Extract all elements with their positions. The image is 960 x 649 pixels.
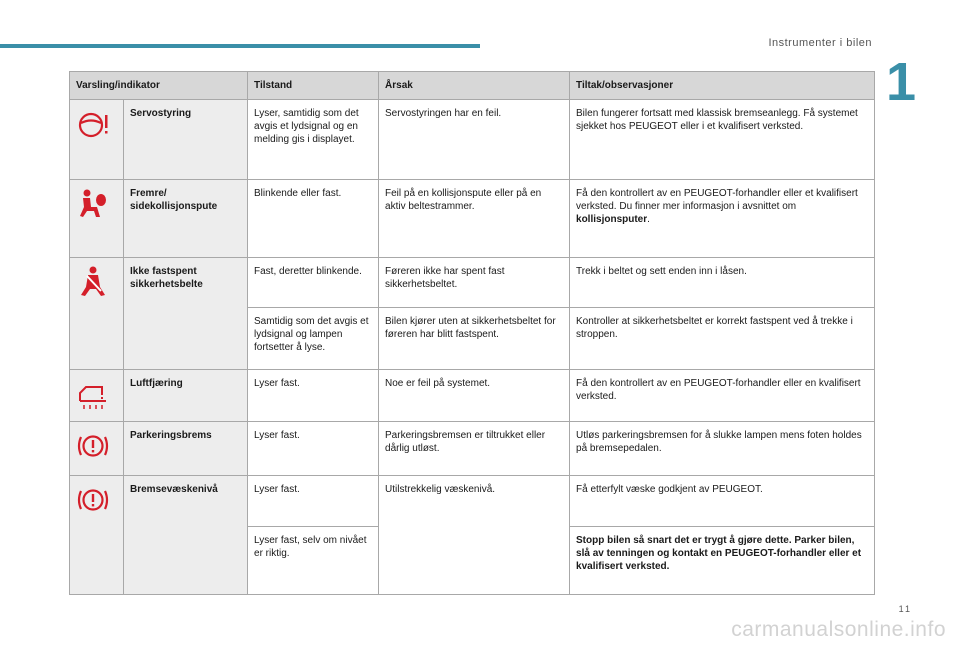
- indicator-name: Ikke fastspent sikkerhetsbelte: [124, 258, 248, 370]
- cause-cell: Feil på en kollisjonspute eller på en aktiv beltestrammer.: [379, 180, 570, 258]
- action-cell: Få etterfylt væske godkjent av PEUGEOT.: [570, 476, 875, 527]
- icon-cell: [70, 370, 124, 422]
- state-cell: Lyser fast.: [248, 476, 379, 527]
- warning-indicator-table: [69, 71, 875, 595]
- table-row: [70, 422, 875, 476]
- state-cell: Lyser fast, selv om nivået er riktig.: [248, 527, 379, 595]
- indicator-name: Servostyring: [124, 100, 248, 180]
- indicator-name: Luftfjæring: [124, 370, 248, 422]
- airbag-icon: [76, 187, 110, 221]
- table-row: [70, 258, 875, 308]
- page-number: 11: [898, 604, 912, 614]
- column-header-indicator: Varsling/indikator: [70, 72, 248, 100]
- indicator-name: Parkeringsbrems: [124, 422, 248, 476]
- section-title: Instrumenter i bilen: [768, 37, 872, 49]
- brake-fluid-icon: [76, 483, 110, 517]
- column-header-cause: Årsak: [379, 72, 570, 100]
- column-header-action: Tiltak/observasjoner: [570, 72, 875, 100]
- cause-cell: Bilen kjører uten at sikkerhetsbeltet for føreren har blitt fastspent.: [379, 308, 570, 370]
- action-cell: Trekk i beltet og sett enden inn i låsen.: [570, 258, 875, 308]
- action-cell-urgent: Stopp bilen så snart det er trygt å gjøre dette. Parker bilen, slå av tenningen og kontakt en PEUGEOT-forhandler eller et kvalifisert verksted.: [570, 527, 875, 595]
- icon-cell: [70, 180, 124, 258]
- suspension-icon: [76, 377, 110, 411]
- state-cell: Samtidig som det avgis et lydsignal og lampen fortsetter å lyse.: [248, 308, 379, 370]
- seatbelt-icon: [76, 265, 110, 299]
- table-row: [70, 476, 875, 527]
- cause-cell: Noe er feil på systemet.: [379, 370, 570, 422]
- action-text-end: .: [647, 214, 650, 225]
- cause-cell: Servostyringen har en feil.: [379, 100, 570, 180]
- action-cell: Kontroller at sikkerhetsbeltet er korrekt fastspent ved å trekke i stroppen.: [570, 308, 875, 370]
- action-cell: [570, 180, 875, 258]
- icon-cell: [70, 100, 124, 180]
- table-row: [70, 100, 875, 180]
- airbag-section-reference: kollisjonsputer: [576, 214, 648, 225]
- cause-cell: Utilstrekkelig væskenivå.: [379, 476, 570, 595]
- indicator-name: Bremsevæskenivå: [124, 476, 248, 595]
- steering-wheel-warning-icon: [76, 107, 110, 141]
- state-cell: Lyser, samtidig som det avgis et lydsignal og en melding gis i displayet.: [248, 100, 379, 180]
- cause-cell: Føreren ikke har spent fast sikkerhetsbeltet.: [379, 258, 570, 308]
- icon-cell: [70, 476, 124, 595]
- column-header-state: Tilstand: [248, 72, 379, 100]
- watermark: carmanualsonline.info: [731, 618, 946, 641]
- state-cell: Blinkende eller fast.: [248, 180, 379, 258]
- table-row: [70, 370, 875, 422]
- chapter-number: 1: [885, 52, 916, 112]
- header-accent-bar: [0, 44, 480, 48]
- icon-cell: [70, 258, 124, 370]
- action-cell: Bilen fungerer fortsatt med klassisk bremseanlegg. Få systemet sjekket hos PEUGEOT eller i et kvalifisert verksted.: [570, 100, 875, 180]
- action-text: Få den kontrollert av en PEUGEOT-forhandler eller et kvalifisert verksted. Du finner mer informasjon i avsnittet om: [576, 188, 858, 212]
- cause-cell: Parkeringsbremsen er tiltrukket eller dårlig utløst.: [379, 422, 570, 476]
- table-row: [70, 180, 875, 258]
- parking-brake-icon: [76, 429, 110, 463]
- table-header-row: [70, 72, 875, 100]
- state-cell: Fast, deretter blinkende.: [248, 258, 379, 308]
- icon-cell: [70, 422, 124, 476]
- indicator-name: Fremre/ sidekollisjonspute: [124, 180, 248, 258]
- state-cell: Lyser fast.: [248, 370, 379, 422]
- state-cell: Lyser fast.: [248, 422, 379, 476]
- action-cell: Utløs parkeringsbremsen for å slukke lampen mens foten holdes på bremsepedalen.: [570, 422, 875, 476]
- action-cell: Få den kontrollert av en PEUGEOT-forhandler eller en kvalifisert verksted.: [570, 370, 875, 422]
